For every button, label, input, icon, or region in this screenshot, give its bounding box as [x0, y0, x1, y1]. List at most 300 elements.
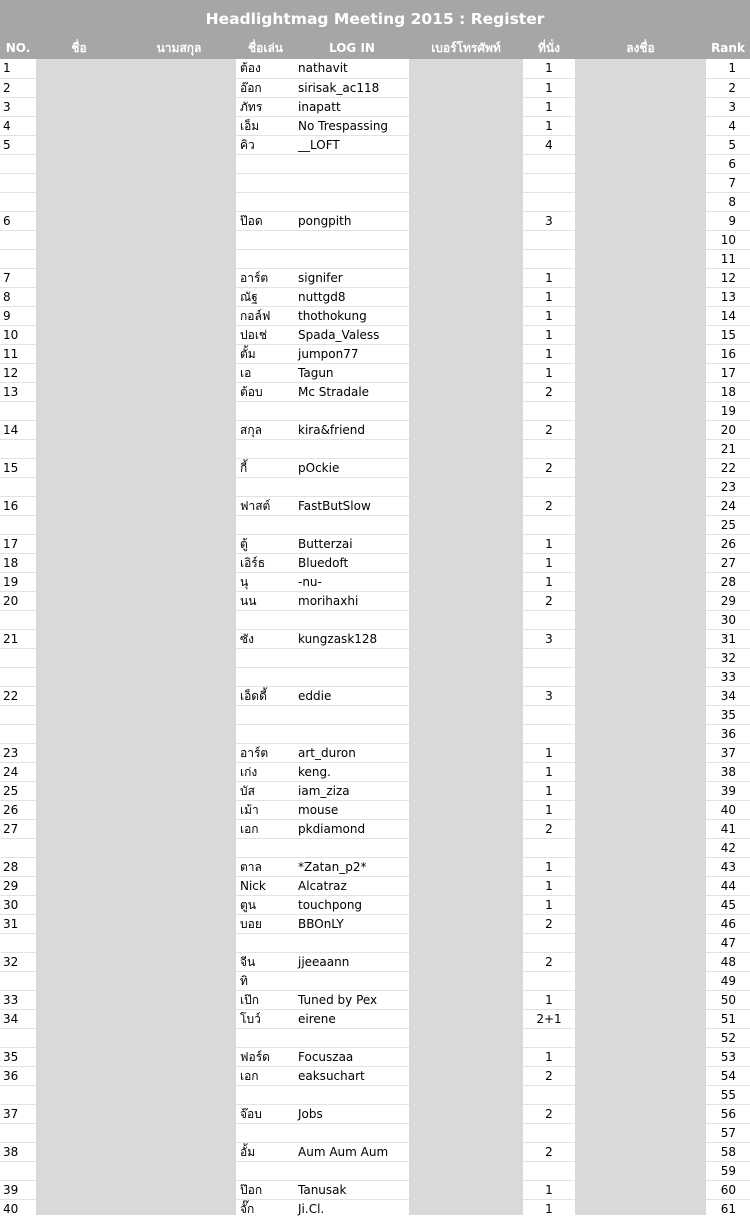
row-rank: 27: [706, 553, 750, 572]
row-login: nuttgd8: [295, 287, 409, 306]
row-no: [0, 667, 36, 686]
row-no: [0, 515, 36, 534]
row-nickname: ต้อบ: [236, 382, 295, 401]
row-rank: 56: [706, 1104, 750, 1123]
row-rank: 33: [706, 667, 750, 686]
row-nickname: จั๊ก: [236, 1199, 295, 1218]
row-seats: 1: [523, 306, 575, 325]
row-rank: 42: [706, 838, 750, 857]
row-seats: 2: [523, 952, 575, 971]
row-no: 4: [0, 116, 36, 135]
row-login: [295, 724, 409, 743]
name-column-bg: [36, 59, 236, 1215]
row-login: keng.: [295, 762, 409, 781]
row-seats: 1: [523, 857, 575, 876]
row-login: pkdiamond: [295, 819, 409, 838]
row-no: [0, 192, 36, 211]
row-nickname: [236, 173, 295, 192]
row-rank: 48: [706, 952, 750, 971]
header-phone: เบอร์โทรศัพท์: [431, 41, 501, 55]
row-nickname: [236, 724, 295, 743]
row-login: BBOnLY: [295, 914, 409, 933]
row-seats: 2: [523, 496, 575, 515]
row-nickname: ปอเช่: [236, 325, 295, 344]
row-login: touchpong: [295, 895, 409, 914]
row-no: 31: [0, 914, 36, 933]
row-no: [0, 1085, 36, 1104]
header-name: ชื่อ: [71, 41, 87, 55]
row-login: morihaxhi: [295, 591, 409, 610]
row-no: 22: [0, 686, 36, 705]
row-seats: 1: [523, 59, 575, 78]
row-rank: 15: [706, 325, 750, 344]
row-no: [0, 173, 36, 192]
row-rank: 54: [706, 1066, 750, 1085]
row-nickname: [236, 1123, 295, 1142]
row-no: 38: [0, 1142, 36, 1161]
row-nickname: สกุล: [236, 420, 295, 439]
row-nickname: เก่ง: [236, 762, 295, 781]
header-login: LOG IN: [329, 41, 375, 55]
row-seats: 2: [523, 458, 575, 477]
row-rank: 58: [706, 1142, 750, 1161]
row-seats: [523, 933, 575, 952]
row-nickname: นน: [236, 591, 295, 610]
row-seats: 1: [523, 116, 575, 135]
row-rank: 41: [706, 819, 750, 838]
row-rank: 9: [706, 211, 750, 230]
row-login: [295, 1028, 409, 1047]
row-rank: 51: [706, 1009, 750, 1028]
row-seats: [523, 401, 575, 420]
row-nickname: จีน: [236, 952, 295, 971]
row-seats: [523, 610, 575, 629]
row-nickname: เอก: [236, 1066, 295, 1085]
row-nickname: บอย: [236, 914, 295, 933]
column-header-row: [0, 37, 750, 59]
row-seats: 1: [523, 78, 575, 97]
row-rank: 60: [706, 1180, 750, 1199]
row-nickname: เอก: [236, 819, 295, 838]
row-rank: 45: [706, 895, 750, 914]
row-nickname: ต้อง: [236, 59, 295, 78]
row-nickname: ตาล: [236, 857, 295, 876]
row-login: eddie: [295, 686, 409, 705]
signature-column-bg: [575, 59, 706, 1215]
row-seats: 3: [523, 629, 575, 648]
row-seats: [523, 515, 575, 534]
row-login: [295, 230, 409, 249]
row-nickname: อาร์ต: [236, 743, 295, 762]
row-nickname: [236, 515, 295, 534]
row-seats: 1: [523, 1047, 575, 1066]
row-rank: 17: [706, 363, 750, 382]
row-seats: [523, 477, 575, 496]
row-nickname: ฟาสต์: [236, 496, 295, 515]
row-no: 24: [0, 762, 36, 781]
row-no: 11: [0, 344, 36, 363]
row-seats: 1: [523, 743, 575, 762]
row-nickname: อ๊อก: [236, 78, 295, 97]
row-nickname: ตั้ม: [236, 344, 295, 363]
row-seats: 2+1: [523, 1009, 575, 1028]
row-login: [295, 515, 409, 534]
row-rank: 26: [706, 534, 750, 553]
row-login: Alcatraz: [295, 876, 409, 895]
header-nickname: ชื่อเล่น: [247, 41, 283, 55]
row-no: 5: [0, 135, 36, 154]
row-no: 9: [0, 306, 36, 325]
row-no: 40: [0, 1199, 36, 1218]
row-rank: 16: [706, 344, 750, 363]
row-seats: 1: [523, 572, 575, 591]
row-rank: 6: [706, 154, 750, 173]
row-login: [295, 705, 409, 724]
row-login: [295, 933, 409, 952]
row-no: 2: [0, 78, 36, 97]
row-login: [295, 439, 409, 458]
row-rank: 3: [706, 97, 750, 116]
row-login: kira&friend: [295, 420, 409, 439]
row-rank: 1: [706, 59, 750, 78]
row-login: [295, 667, 409, 686]
sheet-title: Headlightmag Meeting 2015 : Register: [0, 0, 750, 37]
row-seats: 2: [523, 914, 575, 933]
row-rank: 21: [706, 439, 750, 458]
row-rank: 46: [706, 914, 750, 933]
row-rank: 10: [706, 230, 750, 249]
row-login: [295, 1085, 409, 1104]
row-nickname: [236, 439, 295, 458]
row-no: 33: [0, 990, 36, 1009]
row-nickname: ซัง: [236, 629, 295, 648]
row-nickname: นุ: [236, 572, 295, 591]
row-nickname: [236, 933, 295, 952]
row-login: __LOFT: [295, 135, 409, 154]
row-seats: [523, 971, 575, 990]
row-no: [0, 401, 36, 420]
row-rank: 12: [706, 268, 750, 287]
row-nickname: ฟอร์ด: [236, 1047, 295, 1066]
row-seats: [523, 667, 575, 686]
row-nickname: [236, 1085, 295, 1104]
row-no: 1: [0, 59, 36, 78]
row-login: [295, 154, 409, 173]
row-no: 34: [0, 1009, 36, 1028]
row-rank: 19: [706, 401, 750, 420]
row-nickname: เอิร์ธ: [236, 553, 295, 572]
row-login: nathavit: [295, 59, 409, 78]
row-login: [295, 401, 409, 420]
row-seats: 2: [523, 1104, 575, 1123]
row-rank: 52: [706, 1028, 750, 1047]
row-no: 19: [0, 572, 36, 591]
row-rank: 8: [706, 192, 750, 211]
row-seats: [523, 439, 575, 458]
row-seats: [523, 1161, 575, 1180]
row-rank: 32: [706, 648, 750, 667]
row-login: Spada_Valess: [295, 325, 409, 344]
row-seats: 1: [523, 553, 575, 572]
row-rank: 37: [706, 743, 750, 762]
row-login: jumpon77: [295, 344, 409, 363]
row-no: 39: [0, 1180, 36, 1199]
row-seats: 2: [523, 420, 575, 439]
row-seats: 1: [523, 895, 575, 914]
row-login: [295, 838, 409, 857]
row-login: Jobs: [295, 1104, 409, 1123]
header-rank: Rank: [711, 41, 745, 55]
row-no: [0, 648, 36, 667]
row-nickname: ภัทร: [236, 97, 295, 116]
row-seats: 1: [523, 762, 575, 781]
row-seats: [523, 724, 575, 743]
row-login: [295, 971, 409, 990]
row-rank: 59: [706, 1161, 750, 1180]
row-seats: 2: [523, 382, 575, 401]
row-no: 7: [0, 268, 36, 287]
row-rank: 50: [706, 990, 750, 1009]
row-nickname: จ๊อบ: [236, 1104, 295, 1123]
row-seats: 1: [523, 287, 575, 306]
row-login: [295, 192, 409, 211]
row-no: 15: [0, 458, 36, 477]
row-login: kungzask128: [295, 629, 409, 648]
row-no: 10: [0, 325, 36, 344]
row-seats: 1: [523, 990, 575, 1009]
row-login: pOckie: [295, 458, 409, 477]
row-login: inapatt: [295, 97, 409, 116]
row-login: iam_ziza: [295, 781, 409, 800]
row-login: No Trespassing: [295, 116, 409, 135]
row-no: 6: [0, 211, 36, 230]
row-rank: 2: [706, 78, 750, 97]
row-nickname: ป๊อด: [236, 211, 295, 230]
row-no: 32: [0, 952, 36, 971]
row-nickname: [236, 667, 295, 686]
row-rank: 55: [706, 1085, 750, 1104]
row-no: 29: [0, 876, 36, 895]
row-login: Ji.Cl.: [295, 1199, 409, 1218]
row-rank: 24: [706, 496, 750, 515]
row-no: [0, 1123, 36, 1142]
row-login: Focuszaa: [295, 1047, 409, 1066]
row-nickname: [236, 610, 295, 629]
row-nickname: ตู้: [236, 534, 295, 553]
row-login: *Zatan_p2*: [295, 857, 409, 876]
row-seats: 3: [523, 211, 575, 230]
row-no: 12: [0, 363, 36, 382]
row-login: Aum Aum Aum: [295, 1142, 409, 1161]
row-nickname: ตูน: [236, 895, 295, 914]
row-seats: 1: [523, 363, 575, 382]
phone-column-bg: [409, 59, 523, 1215]
row-seats: 4: [523, 135, 575, 154]
row-nickname: [236, 1028, 295, 1047]
header-surname: นามสกุล: [156, 41, 202, 55]
row-rank: 43: [706, 857, 750, 876]
row-rank: 57: [706, 1123, 750, 1142]
row-nickname: [236, 401, 295, 420]
row-seats: 1: [523, 1180, 575, 1199]
row-login: [295, 648, 409, 667]
row-seats: 1: [523, 800, 575, 819]
row-seats: 2: [523, 591, 575, 610]
row-no: 3: [0, 97, 36, 116]
row-no: [0, 1161, 36, 1180]
row-no: [0, 838, 36, 857]
row-rank: 35: [706, 705, 750, 724]
row-login: signifer: [295, 268, 409, 287]
row-rank: 5: [706, 135, 750, 154]
row-no: 36: [0, 1066, 36, 1085]
row-nickname: ณัฐ: [236, 287, 295, 306]
row-no: 16: [0, 496, 36, 515]
row-nickname: อั้ม: [236, 1142, 295, 1161]
row-rank: 38: [706, 762, 750, 781]
row-no: 25: [0, 781, 36, 800]
row-login: Tanusak: [295, 1180, 409, 1199]
row-nickname: เอ: [236, 363, 295, 382]
row-rank: 4: [706, 116, 750, 135]
row-rank: 29: [706, 591, 750, 610]
row-login: Butterzai: [295, 534, 409, 553]
row-seats: 1: [523, 781, 575, 800]
row-nickname: [236, 1161, 295, 1180]
row-login: mouse: [295, 800, 409, 819]
row-rank: 61: [706, 1199, 750, 1218]
row-nickname: เม้า: [236, 800, 295, 819]
row-nickname: [236, 192, 295, 211]
row-rank: 40: [706, 800, 750, 819]
row-nickname: คิว: [236, 135, 295, 154]
row-no: 14: [0, 420, 36, 439]
row-no: [0, 933, 36, 952]
row-seats: [523, 838, 575, 857]
row-no: 21: [0, 629, 36, 648]
row-rank: 23: [706, 477, 750, 496]
row-no: 35: [0, 1047, 36, 1066]
row-seats: 1: [523, 1199, 575, 1218]
row-rank: 34: [706, 686, 750, 705]
row-login: [295, 610, 409, 629]
row-nickname: กี้: [236, 458, 295, 477]
row-login: pongpith: [295, 211, 409, 230]
row-seats: [523, 154, 575, 173]
row-seats: [523, 230, 575, 249]
row-nickname: [236, 230, 295, 249]
row-seats: [523, 192, 575, 211]
row-nickname: ทิ: [236, 971, 295, 990]
row-no: 17: [0, 534, 36, 553]
row-no: [0, 1028, 36, 1047]
row-seats: [523, 1085, 575, 1104]
header-seats: ที่นั่ง: [538, 41, 560, 55]
row-nickname: บัส: [236, 781, 295, 800]
row-rank: 22: [706, 458, 750, 477]
row-rank: 28: [706, 572, 750, 591]
row-seats: [523, 1028, 575, 1047]
row-login: [295, 249, 409, 268]
row-seats: 1: [523, 325, 575, 344]
row-rank: 11: [706, 249, 750, 268]
row-login: Bluedoft: [295, 553, 409, 572]
header-signature: ลงชื่อ: [626, 41, 655, 55]
row-rank: 53: [706, 1047, 750, 1066]
row-seats: [523, 173, 575, 192]
row-nickname: [236, 648, 295, 667]
row-login: eaksuchart: [295, 1066, 409, 1085]
row-login: [295, 477, 409, 496]
row-seats: [523, 705, 575, 724]
row-nickname: เอ็ดดี้: [236, 686, 295, 705]
row-nickname: [236, 477, 295, 496]
row-seats: 3: [523, 686, 575, 705]
row-no: [0, 610, 36, 629]
row-no: [0, 230, 36, 249]
row-rank: 18: [706, 382, 750, 401]
row-seats: 2: [523, 1066, 575, 1085]
row-nickname: โบว์: [236, 1009, 295, 1028]
row-seats: 1: [523, 534, 575, 553]
row-seats: 1: [523, 97, 575, 116]
row-rank: 14: [706, 306, 750, 325]
row-login: sirisak_ac118: [295, 78, 409, 97]
header-no: NO.: [5, 41, 31, 55]
row-rank: 49: [706, 971, 750, 990]
row-nickname: Nick: [236, 876, 295, 895]
row-seats: 1: [523, 344, 575, 363]
row-no: 27: [0, 819, 36, 838]
row-login: Tagun: [295, 363, 409, 382]
row-login: eirene: [295, 1009, 409, 1028]
row-seats: [523, 249, 575, 268]
row-seats: 2: [523, 1142, 575, 1161]
row-no: 37: [0, 1104, 36, 1123]
row-login: [295, 1161, 409, 1180]
row-login: jjeeaann: [295, 952, 409, 971]
row-login: [295, 1123, 409, 1142]
row-login: [295, 173, 409, 192]
row-nickname: เป๊ก: [236, 990, 295, 1009]
row-nickname: [236, 249, 295, 268]
row-no: [0, 705, 36, 724]
row-no: 20: [0, 591, 36, 610]
row-seats: [523, 1123, 575, 1142]
row-rank: 36: [706, 724, 750, 743]
row-rank: 47: [706, 933, 750, 952]
row-seats: 1: [523, 876, 575, 895]
row-nickname: อาร์ต: [236, 268, 295, 287]
row-nickname: [236, 154, 295, 173]
row-nickname: [236, 705, 295, 724]
row-no: 13: [0, 382, 36, 401]
row-login: thothokung: [295, 306, 409, 325]
row-rank: 20: [706, 420, 750, 439]
row-no: [0, 249, 36, 268]
row-login: art_duron: [295, 743, 409, 762]
row-no: 8: [0, 287, 36, 306]
row-no: 26: [0, 800, 36, 819]
row-no: [0, 154, 36, 173]
row-seats: 1: [523, 268, 575, 287]
row-rank: 30: [706, 610, 750, 629]
row-rank: 7: [706, 173, 750, 192]
row-no: [0, 724, 36, 743]
row-seats: [523, 648, 575, 667]
row-no: 23: [0, 743, 36, 762]
row-rank: 25: [706, 515, 750, 534]
